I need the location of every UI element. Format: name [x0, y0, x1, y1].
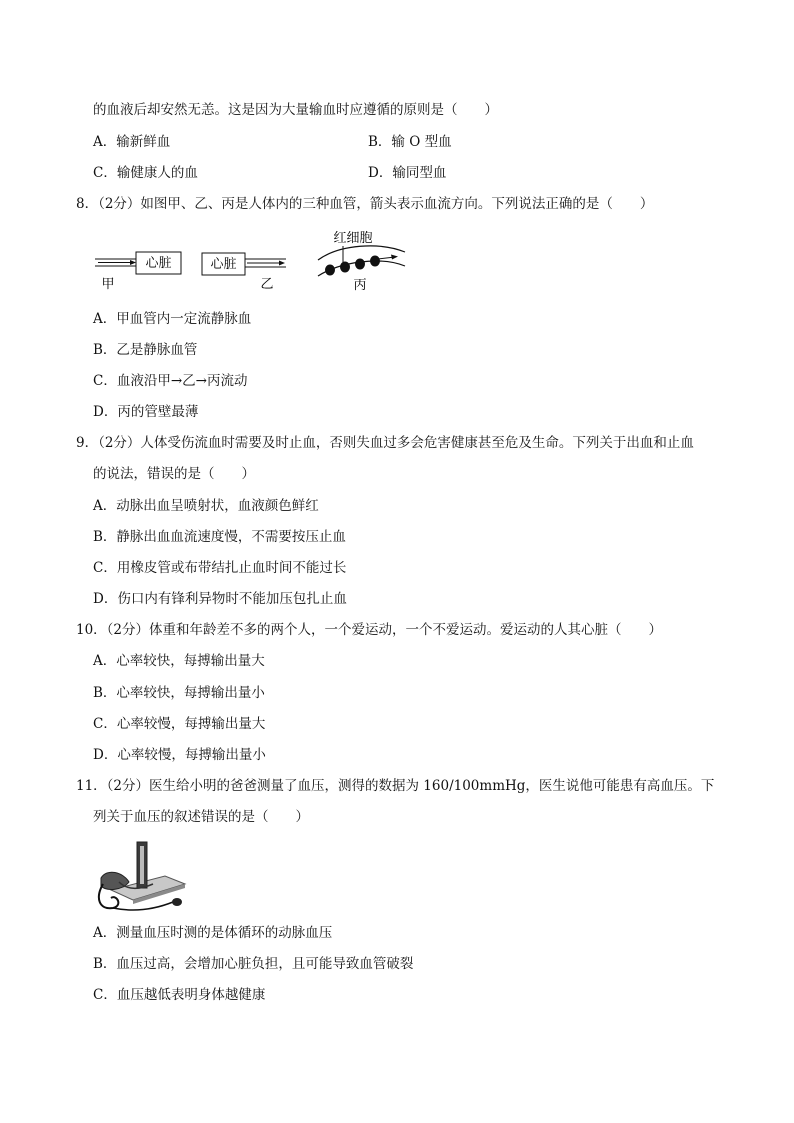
q9-stem-line-1: 9．（2分）人体受伤流血时需要及时止血，否则失血过多会危害健康甚至危及生命。下列关于出血和止血	[76, 435, 694, 451]
q11-option-b[interactable]: B．血压过高，会增加心脏负担，且可能导致血管破裂	[93, 956, 414, 972]
q11-option-c[interactable]: C．血压越低表明身体越健康	[93, 987, 266, 1003]
label-yi: 乙	[260, 277, 274, 292]
bing-arrow-head	[391, 255, 398, 260]
q9-option-d[interactable]: D．伤口内有锋利异物时不能加压包扎止血	[93, 591, 347, 607]
rbc-2	[340, 262, 350, 273]
heart-label-1: 心脏	[145, 256, 172, 271]
yi-arrow-head	[279, 261, 285, 266]
q8-option-b[interactable]: B．乙是静脉血管	[93, 342, 198, 358]
q10-option-a[interactable]: A．心率较快，每搏输出量大	[93, 653, 265, 669]
label-rbc: 红细胞	[333, 231, 373, 246]
q7-option-d[interactable]: D．输同型血	[368, 165, 447, 181]
q7-option-a[interactable]: A．输新鲜血	[93, 134, 171, 150]
q8-vessel-figure	[90, 226, 420, 300]
q10-option-b[interactable]: B．心率较快，每搏输出量小	[93, 685, 265, 701]
q11-stem-line-2: 列关于血压的叙述错误的是（ ）	[93, 809, 309, 825]
q7-option-b[interactable]: B．输 O 型血	[368, 134, 452, 150]
rbc-1	[325, 265, 335, 276]
q11-option-a[interactable]: A．测量血压时测的是体循环的动脉血压	[93, 925, 333, 941]
q10-stem: 10．（2分）体重和年龄差不多的两个人，一个爱运动，一个不爱运动。爱运动的人其心脏（ ）	[76, 622, 663, 638]
label-bing: 丙	[353, 278, 367, 293]
q8-stem: 8．（2分）如图甲、乙、丙是人体内的三种血管，箭头表示血流方向。下列说法正确的是（ ）	[76, 196, 654, 212]
q8-option-c[interactable]: C．血液沿甲→乙→丙流动	[93, 373, 248, 389]
vessel-diagram	[90, 226, 420, 296]
rbc-3	[355, 259, 365, 270]
q11-stem-line-1: 11．（2分）医生给小明的爸爸测量了血压，测得的数据为 160/100mmHg，医生说他可能患有高血压。下	[76, 778, 715, 794]
q9-option-c[interactable]: C．用橡皮管或布带结扎止血时间不能过长	[93, 560, 347, 576]
q8-option-d[interactable]: D．丙的管壁最薄	[93, 404, 199, 420]
label-jia: 甲	[101, 277, 115, 292]
sphygmomanometer-figure	[93, 838, 193, 917]
q9-option-b[interactable]: B．静脉出血血流速度慢，不需要按压止血	[93, 529, 346, 545]
jia-arrow-head	[130, 260, 136, 265]
q9-option-a[interactable]: A．动脉出血呈喷射状，血液颜色鲜红	[93, 498, 319, 514]
sphygmomanometer-icon	[93, 838, 193, 913]
q8-option-a[interactable]: A．甲血管内一定流静脉血	[93, 311, 252, 327]
q7-stem-tail: 的血液后却安然无恙。这是因为大量输血时应遵循的原则是（ ）	[93, 102, 498, 118]
q10-option-d[interactable]: D．心率较慢，每搏输出量小	[93, 747, 266, 763]
q9-stem-line-2: 的说法，错误的是（ ）	[93, 466, 255, 482]
q10-option-c[interactable]: C．心率较慢，每搏输出量大	[93, 716, 266, 732]
q7-option-c[interactable]: C．输健康人的血	[93, 165, 198, 181]
heart-label-2: 心脏	[210, 257, 237, 272]
rbc-4	[370, 256, 380, 267]
